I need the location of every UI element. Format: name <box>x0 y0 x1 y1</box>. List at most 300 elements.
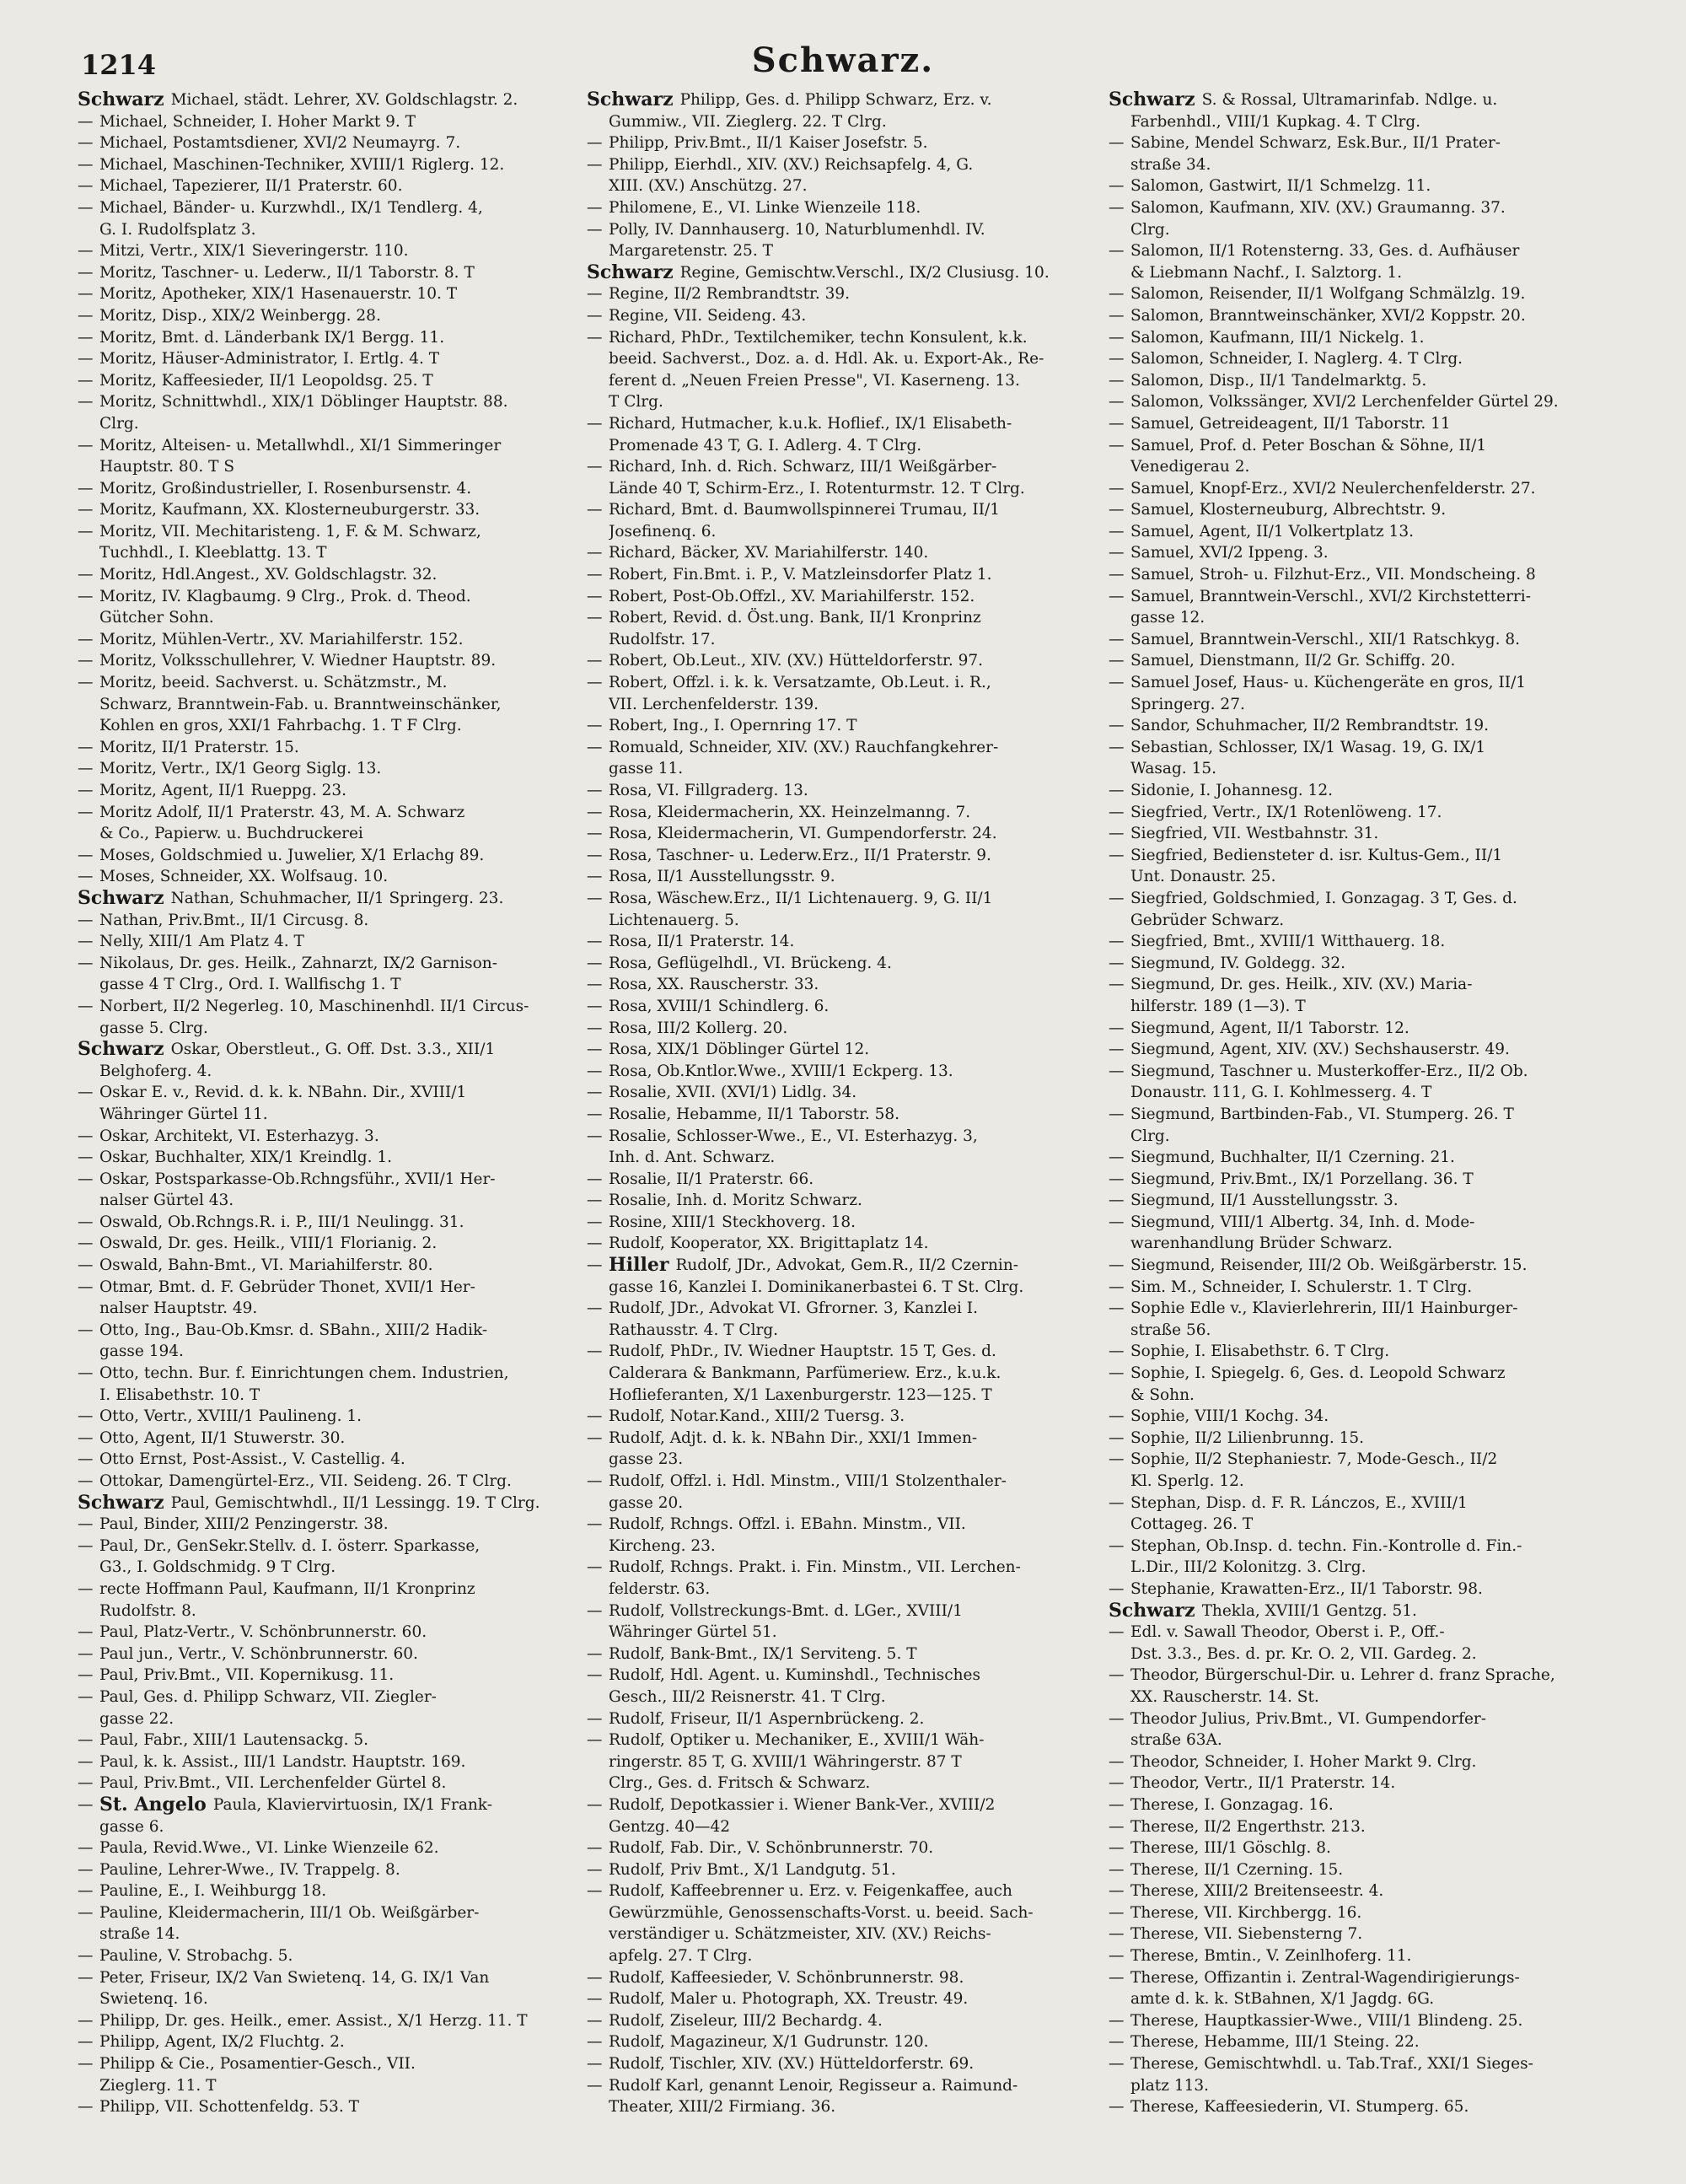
entry-text: Moritz, Alteisen- u. Metallwhdl., XI/1 Simmeringer <box>99 436 502 455</box>
directory-entry <box>1109 175 1656 197</box>
column-3 <box>1109 89 1656 2155</box>
directory-entry <box>587 1277 1101 1299</box>
entry-text: Samuel, Branntwein-Verschl., XII/1 Ratschkyg. 8. <box>1130 630 1520 648</box>
directory-entry <box>1109 262 1656 284</box>
entry-text: verständiger u. Schätzmeister, XIV. (XV.) Reichs- <box>609 1925 991 1944</box>
directory-entry <box>78 823 575 845</box>
entry-text: Sebastian, Schlosser, IX/1 Wasag. 19, G. IX/1 <box>1130 738 1486 756</box>
entry-text: Rosa, XX. Rauscherstr. 33. <box>609 976 819 994</box>
directory-entry <box>1109 1902 1656 1924</box>
entry-dash: — <box>1109 1839 1125 1858</box>
directory-entry <box>1109 1859 1656 1881</box>
entry-dash: — <box>587 1666 603 1685</box>
directory-entry <box>1109 1665 1656 1686</box>
entry-dash: — <box>587 738 603 756</box>
directory-entry <box>1109 1837 1656 1859</box>
entry-text: Therese, Bmtin., V. Zeinlhoferg. 11. <box>1130 1947 1412 1966</box>
entry-dash: — <box>1109 976 1125 994</box>
directory-entry <box>1109 1514 1656 1536</box>
directory-entry <box>78 1967 575 1989</box>
entry-text: Samuel, Agent, II/1 Volkertplatz 13. <box>1130 522 1414 541</box>
directory-entry <box>587 1837 1101 1859</box>
entry-dash: — <box>587 1428 603 1447</box>
directory-entry <box>1109 996 1656 1018</box>
entry-dash: — <box>587 1558 603 1577</box>
entry-text: Gebrüder Schwarz. <box>1130 911 1285 929</box>
entry-text: Währinger Gürtel 11. <box>99 1105 268 1123</box>
entry-dash: — <box>587 1709 603 1728</box>
entry-text: gasse 23. <box>609 1450 684 1469</box>
entry-dash: — <box>587 2055 603 2074</box>
entry-dash: — <box>1109 198 1125 217</box>
entry-text: Michael, Tapezierer, II/1 Praterstr. 60. <box>99 177 403 196</box>
entry-dash: — <box>78 1515 94 1534</box>
directory-entry <box>587 1816 1101 1838</box>
directory-entry <box>78 1363 575 1385</box>
entry-text: Rudolf, Notar.Kand., XIII/2 Tuersg. 3. <box>609 1407 905 1426</box>
entry-text: Rudolf, Maler u. Photograph, XX. Treustr. 49. <box>609 1990 969 2009</box>
entry-dash: — <box>78 1903 94 1922</box>
entry-text: Moritz, Taschner- u. Lederw., II/1 Taborstr. 8. T <box>99 263 475 282</box>
directory-entry <box>1109 866 1656 888</box>
entry-text: Paula, Klaviervirtuosin, IX/1 Frank- <box>212 1795 492 1814</box>
directory-entry <box>587 1471 1101 1493</box>
directory-entry <box>78 1449 575 1471</box>
entry-dash: — <box>78 1364 94 1383</box>
entry-surname: Schwarz <box>1109 1600 1195 1622</box>
directory-entry <box>1109 348 1656 370</box>
entry-dash: — <box>1109 1170 1125 1188</box>
entry-text: Sophie Edle v., Klavierlehrerin, III/1 Hainburger- <box>1130 1299 1518 1318</box>
entry-text: Moritz, Disp., XIX/2 Weinbergg. 28. <box>99 306 381 325</box>
entry-dash: — <box>1109 1041 1125 1059</box>
entry-text: Mitzi, Vertr., XIX/1 Sieveringerstr. 110. <box>99 242 409 261</box>
entry-text: Moritz, Agent, II/1 Rueppg. 23. <box>99 782 347 799</box>
directory-entry <box>587 240 1101 262</box>
directory-entry <box>587 1147 1101 1169</box>
entry-text: Pauline, E., I. Weihburgg 18. <box>99 1882 327 1901</box>
entry-dash: — <box>587 868 603 886</box>
directory-entry <box>587 564 1101 586</box>
entry-dash: — <box>78 1256 94 1275</box>
entry-text: Sophie, II/2 Stephaniestr. 7, Mode-Gesch., II/2 <box>1130 1450 1498 1469</box>
directory-entry <box>587 305 1101 327</box>
entry-text: Philipp, Priv.Bmt., II/1 Kaiser Josefstr. 5. <box>609 134 928 153</box>
entry-text: Hoflieferanten, X/1 Laxenburgerstr. 123—125. T <box>609 1385 992 1404</box>
entry-text: Rosalie, Hebamme, II/1 Taborstr. 58. <box>609 1105 900 1123</box>
entry-dash: — <box>1109 436 1125 455</box>
directory-entry <box>587 1449 1101 1471</box>
entry-dash: — <box>78 1213 94 1231</box>
directory-entry <box>1109 1751 1656 1773</box>
directory-entry <box>587 780 1101 802</box>
entry-text: Wasag. 15. <box>1130 760 1216 778</box>
entry-text: Therese, VII. Siebensterng 7. <box>1130 1925 1363 1944</box>
entry-text: Stephan, Ob.Insp. d. techn. Fin.-Kontrolle d. Fin.- <box>1130 1536 1522 1555</box>
entry-dash: — <box>587 1342 603 1361</box>
directory-entry <box>1109 1363 1656 1385</box>
entry-text: Salomon, Branntweinschänker, XVI/2 Koppstr. 20. <box>1130 306 1526 325</box>
directory-entry <box>78 1104 575 1126</box>
entry-text: Rudolf, Fab. Dir., V. Schönbrunnerstr. 70. <box>609 1839 934 1858</box>
directory-entry <box>1109 1988 1656 2010</box>
entry-dash: — <box>1109 1299 1125 1318</box>
entry-text: Gummiw., VII. Zieglerg. 22. T Clrg. <box>609 112 887 131</box>
directory-entry <box>78 1536 575 1557</box>
directory-entry <box>78 845 575 867</box>
entry-text: Dst. 3.3., Bes. d. pr. Kr. O. 2, VII. Gardeg. 2. <box>1130 1644 1477 1663</box>
entry-dash: — <box>78 782 94 799</box>
entry-text: Sandor, Schuhmacher, II/2 Rembrandtstr. 19. <box>1130 717 1490 735</box>
entry-text: amte d. k. k. StBahnen, X/1 Jagdg. 6G. <box>1130 1990 1435 2009</box>
directory-entry <box>78 1126 575 1148</box>
entry-text: Oskar E. v., Revid. d. k. k. NBahn. Dir., XVIII/1 <box>99 1084 467 1102</box>
entry-dash: — <box>1109 738 1125 756</box>
directory-entry <box>587 370 1101 392</box>
directory-entry <box>587 1363 1101 1385</box>
entry-dash: — <box>587 825 603 843</box>
entry-text: Rudolf, Magazineur, X/1 Gudrunstr. 120. <box>609 2033 929 2052</box>
entry-dash: — <box>78 1472 94 1490</box>
entry-dash: — <box>587 1105 603 1123</box>
entry-text: Siegmund, Buchhalter, II/1 Czerning. 21. <box>1130 1148 1455 1167</box>
entry-dash: — <box>587 1731 603 1750</box>
directory-entry <box>1109 1233 1656 1255</box>
entry-text: straße 14. <box>99 1925 180 1944</box>
entry-text: Nelly, XIII/1 Am Platz 4. T <box>99 933 304 951</box>
directory-entry <box>587 154 1101 176</box>
entry-dash: — <box>1109 652 1125 670</box>
directory-entry <box>78 1514 575 1536</box>
directory-entry <box>1109 888 1656 910</box>
entry-dash: — <box>587 285 603 304</box>
entry-dash: — <box>587 2033 603 2052</box>
entry-dash: — <box>78 1407 94 1426</box>
entry-dash: — <box>587 458 603 476</box>
entry-dash: — <box>78 522 94 541</box>
entry-dash: — <box>78 1687 94 1706</box>
entry-text: Gentzg. 40—42 <box>609 1817 731 1836</box>
directory-entry <box>587 910 1101 932</box>
directory-entry <box>78 1708 575 1730</box>
directory-entry <box>78 1277 575 1299</box>
entry-dash: — <box>587 328 603 347</box>
entry-text: Lände 40 T, Schirm-Erz., I. Rotenturmstr. 12. T Clrg. <box>609 479 1025 498</box>
entry-text: Theodor, Schneider, I. Hoher Markt 9. Clrg. <box>1130 1752 1477 1771</box>
entry-text: beeid. Sachverst., Doz. a. d. Hdl. Ak. u. Export-Ak., Re- <box>609 350 1044 368</box>
directory-entry <box>1109 564 1656 586</box>
directory-entry <box>78 1233 575 1255</box>
entry-dash: — <box>78 112 94 131</box>
directory-entry <box>587 1104 1101 1126</box>
entry-dash: — <box>78 306 94 325</box>
entry-text: ringerstr. 85 T, G. XVIII/1 Währingerstr. 87 T <box>609 1752 962 1771</box>
directory-entry <box>78 1190 575 1212</box>
entry-text: Therese, XIII/2 Breitenseestr. 4. <box>1130 1882 1384 1901</box>
page-header: Schwarz. <box>751 40 935 80</box>
entry-text: Philipp, VII. Schottenfeldg. 53. T <box>99 2098 359 2117</box>
directory-entry <box>1109 1428 1656 1450</box>
directory-entry <box>1109 953 1656 975</box>
entry-dash: — <box>78 1278 94 1296</box>
entry-text: Therese, Kaffeesiederin, VI. Stumperg. 65. <box>1130 2098 1469 2117</box>
directory-entry <box>1109 672 1656 694</box>
entry-dash: — <box>1109 889 1125 907</box>
directory-entry <box>78 2075 575 2097</box>
directory-entry <box>1109 1708 1656 1730</box>
entry-dash: — <box>587 1515 603 1534</box>
entry-text: Salomon, II/1 Rotensterng. 33, Ges. d. Aufhäuser <box>1130 242 1520 261</box>
entry-text: Robert, Fin.Bmt. i. P., V. Matzleinsdorfer Platz 1. <box>609 566 992 584</box>
entry-text: Salomon, Schneider, I. Naglerg. 4. T Clrg. <box>1130 350 1463 368</box>
directory-entry <box>587 1600 1101 1622</box>
directory-entry <box>78 1385 575 1407</box>
entry-text: Sophie, VIII/1 Kochg. 34. <box>1130 1407 1329 1426</box>
directory-entry <box>587 672 1101 694</box>
directory-entry <box>1109 1794 1656 1816</box>
entry-text: Theodor, Bürgerschul-Dir. u. Lehrer d. franz Sprache, <box>1130 1666 1555 1685</box>
entry-dash: — <box>587 1041 603 1059</box>
directory-entry <box>78 1557 575 1579</box>
entry-dash: — <box>78 933 94 951</box>
entry-text: Robert, Ob.Leut., XIV. (XV.) Hütteldorferstr. 97. <box>609 652 984 670</box>
entry-text: Nathan, Schuhmacher, II/1 Springerg. 23. <box>170 889 504 907</box>
directory-entry <box>1109 629 1656 651</box>
entry-dash: — <box>78 1084 94 1102</box>
directory-entry <box>587 478 1101 500</box>
directory-entry <box>1109 1880 1656 1902</box>
directory-entry <box>78 737 575 759</box>
entry-text: Siegfried, VII. Westbahnstr. 31. <box>1130 825 1379 843</box>
entry-text: Belghoferg. 4. <box>99 1062 212 1080</box>
entry-dash: — <box>587 846 603 864</box>
entry-dash: — <box>1109 1364 1125 1383</box>
directory-entry <box>587 2075 1101 2097</box>
entry-text: Samuel, Getreideagent, II/1 Taborstr. 11 <box>1130 414 1451 433</box>
entry-text: Stephanie, Krawatten-Erz., II/1 Taborstr. 98. <box>1130 1579 1483 1598</box>
directory-entry <box>1109 1039 1656 1061</box>
entry-text: Michael, Maschinen-Techniker, XVIII/1 Riglerg. 12. <box>99 155 505 174</box>
entry-text: XIII. (XV.) Anschützg. 27. <box>609 177 808 196</box>
directory-entry <box>587 866 1101 888</box>
directory-entry <box>78 1643 575 1665</box>
entry-dash: — <box>78 350 94 368</box>
entry-dash: — <box>1109 479 1125 498</box>
entry-text: Rudolf, Kooperator, XX. Brigittaplatz 14. <box>609 1235 929 1253</box>
entry-dash: — <box>1109 544 1125 562</box>
entry-text: Michael, Postamtsdiener, XVI/2 Neumayrg. 7. <box>99 134 461 153</box>
entry-text: straße 56. <box>1130 1321 1211 1339</box>
entry-dash: — <box>1109 2033 1125 2052</box>
entry-text: Inh. d. Ant. Schwarz. <box>609 1148 776 1167</box>
entry-text: felderstr. 63. <box>609 1579 711 1598</box>
entry-dash: — <box>587 1644 603 1663</box>
directory-entry <box>78 564 575 586</box>
directory-entry <box>78 1320 575 1342</box>
directory-entry <box>1109 586 1656 608</box>
entry-text: Richard, Hutmacher, k.u.k. Hoflief., IX/1 Elisabeth- <box>609 414 1012 433</box>
entry-text: Rosalie, Schlosser-Wwe., E., VI. Esterhazyg. 3, <box>609 1127 978 1145</box>
entry-dash: — <box>587 134 603 153</box>
directory-entry <box>587 1902 1101 1924</box>
entry-text: Clrg. <box>1130 1127 1170 1145</box>
directory-entry <box>1109 1449 1656 1471</box>
entry-text: Paul, Ges. d. Philipp Schwarz, VII. Ziegler- <box>99 1687 437 1706</box>
entry-text: Paul, k. k. Assist., III/1 Landstr. Hauptstr. 169. <box>99 1752 466 1771</box>
entry-dash: — <box>1109 717 1125 735</box>
entry-surname: Schwarz <box>1109 89 1195 110</box>
directory-entry <box>587 1190 1101 1212</box>
entry-text: Edl. v. Sawall Theodor, Oberst i. P., Off.- <box>1130 1623 1445 1642</box>
entry-text: Paul, Priv.Bmt., VII. Kopernikusg. 11. <box>99 1666 395 1685</box>
entry-text: Kl. Sperlg. 12. <box>1130 1472 1244 1490</box>
directory-entry <box>587 650 1101 672</box>
entry-dash: — <box>78 1644 94 1663</box>
directory-entry <box>587 1406 1101 1428</box>
entry-dash: — <box>587 1990 603 2009</box>
directory-entry <box>587 1729 1101 1751</box>
directory-entry <box>78 1988 575 2010</box>
entry-text: Rudolf, Rchngs. Offzl. i. EBahn. Minstm., VII. <box>609 1515 966 1534</box>
entry-text: G. I. Rudolfsplatz 3. <box>99 220 256 239</box>
entry-text: VII. Lerchenfelderstr. 139. <box>609 695 819 713</box>
entry-surname: Schwarz <box>78 1039 164 1061</box>
entry-dash: — <box>78 328 94 347</box>
entry-text: Oskar, Postsparkasse-Ob.Rchngsführ., XVII/1 Her- <box>99 1170 496 1188</box>
directory-entry <box>1109 1493 1656 1514</box>
directory-entry <box>1109 1557 1656 1579</box>
directory-entry <box>1109 542 1656 564</box>
entry-text: Sim. M., Schneider, I. Schulerstr. 1. T Clrg. <box>1130 1278 1473 1296</box>
entry-text: gasse 194. <box>99 1342 184 1361</box>
entry-text: Rudolf, Depotkassier i. Wiener Bank-Ver., XVIII/2 <box>609 1795 996 1814</box>
directory-entry <box>587 607 1101 629</box>
directory-entry <box>587 219 1101 241</box>
entry-text: Norbert, II/2 Negerleg. 10, Maschinenhdl. II/1 Circus- <box>99 997 529 1015</box>
entry-text: Moritz, Großindustrieller, I. Rosenbursenstr. 4. <box>99 479 472 498</box>
entry-text: Sabine, Mendel Schwarz, Esk.Bur., II/1 Prater- <box>1130 134 1501 153</box>
entry-dash: — <box>1109 933 1125 951</box>
directory-entry <box>78 1018 575 1040</box>
entry-dash: — <box>78 630 94 648</box>
entry-dash: — <box>1109 1148 1125 1167</box>
directory-entry <box>1109 737 1656 759</box>
entry-text: Oswald, Ob.Rchngs.R. i. P., III/1 Neulingg. 31. <box>99 1213 464 1231</box>
entry-dash: — <box>1109 242 1125 261</box>
entry-dash: — <box>1109 1213 1125 1231</box>
entry-text: Paul, Fabr., XIII/1 Lautensackg. 5. <box>99 1731 368 1750</box>
directory-entry <box>78 866 575 888</box>
entry-surname: Schwarz <box>587 261 674 283</box>
directory-entry <box>1109 197 1656 219</box>
entry-text: Siegfried, Bmt., XVIII/1 Witthauerg. 18. <box>1130 933 1446 951</box>
entry-text: Rudolf, Tischler, XIV. (XV.) Hütteldorferstr. 69. <box>609 2055 975 2074</box>
entry-text: gasse 4 T Clrg., Ord. I. Wallfischg 1. T <box>99 976 401 994</box>
entry-text: Siegfried, Goldschmied, I. Gonzagag. 3 T, Ges. d. <box>1130 889 1517 907</box>
entry-dash: — <box>1109 1925 1125 1944</box>
directory-entry <box>587 521 1101 543</box>
entry-text: Otto, Ing., Bau-Ob.Kmsr. d. SBahn., XIII/2 Hadik- <box>99 1321 488 1339</box>
entry-text: Moritz, Mühlen-Vertr., XV. Mariahilferstr. 152. <box>99 630 464 648</box>
entry-dash: — <box>587 501 603 519</box>
entry-text: Donaustr. 111, G. I. Kohlmesserg. 4. T <box>1130 1084 1432 1102</box>
entry-dash: — <box>587 652 603 670</box>
entry-surname: Schwarz <box>78 89 164 110</box>
entry-dash: — <box>587 306 603 325</box>
entry-dash: — <box>78 954 94 972</box>
entry-text: Ottokar, Damengürtel-Erz., VII. Seideng. 26. T Clrg. <box>99 1472 512 1490</box>
entry-text: Polly, IV. Dannhauserg. 10, Naturblumenhdl. IV. <box>609 220 985 239</box>
directory-entry <box>587 1794 1101 1816</box>
entry-dash: — <box>1109 328 1125 347</box>
directory-entry <box>587 2096 1101 2118</box>
directory-entry <box>1109 2053 1656 2075</box>
directory-entry <box>78 802 575 824</box>
entry-text: Oswald, Dr. ges. Heilk., VIII/1 Florianig. 2. <box>99 1235 438 1253</box>
entry-text: Samuel, Branntwein-Verschl., XVI/2 Kirchstetterri- <box>1130 587 1531 605</box>
directory-entry <box>78 1902 575 1924</box>
entry-text: Moritz, beeid. Sachverst. u. Schätzmstr., M. <box>99 674 448 692</box>
directory-entry <box>587 435 1101 457</box>
directory-entry <box>587 802 1101 824</box>
directory-entry <box>78 1945 575 1967</box>
entry-dash: — <box>78 1127 94 1145</box>
entry-text: Zieglerg. 11. T <box>99 2076 217 2095</box>
directory-entry <box>587 456 1101 478</box>
entry-text: Rudolf, PhDr., IV. Wiedner Hauptstr. 15 T, Ges. d. <box>609 1342 996 1361</box>
entry-dash: — <box>587 155 603 174</box>
entry-text: Theodor, Vertr., II/1 Praterstr. 14. <box>1130 1774 1396 1793</box>
entry-dash: — <box>1109 1666 1125 1685</box>
directory-entry <box>1109 2010 1656 2032</box>
entry-dash: — <box>587 1127 603 1145</box>
directory-entry <box>78 1298 575 1320</box>
directory-entry <box>587 1751 1101 1773</box>
entry-text: Rosa, Kleidermacherin, VI. Gumpendorferstr. 24. <box>609 825 997 843</box>
directory-entry <box>1109 132 1656 154</box>
directory-entry <box>587 737 1101 759</box>
directory-entry <box>1109 715 1656 737</box>
entry-text: Rudolf, Bank-Bmt., IX/1 Serviteng. 5. T <box>609 1644 917 1663</box>
entry-text: Oskar, Architekt, VI. Esterhazyg. 3. <box>99 1127 379 1145</box>
entry-text: Philipp, Eierhdl., XIV. (XV.) Reichsapfelg. 4, G. <box>609 155 974 174</box>
entry-dash: — <box>587 1019 603 1037</box>
directory-entry <box>78 240 575 262</box>
directory-entry <box>587 197 1101 219</box>
directory-entry <box>587 1988 1101 2010</box>
entry-dash: — <box>78 1839 94 1858</box>
directory-entry <box>78 1493 575 1514</box>
directory-entry <box>78 111 575 133</box>
entry-dash: — <box>1109 2011 1125 2030</box>
entry-text: Rosa, XIX/1 Döblinger Gürtel 12. <box>609 1041 870 1059</box>
directory-entry <box>78 1579 575 1600</box>
directory-entry <box>78 672 575 694</box>
entry-dash: — <box>1109 371 1125 390</box>
entry-dash: — <box>1109 1579 1125 1598</box>
entry-dash: — <box>78 479 94 498</box>
entry-dash: — <box>587 1170 603 1188</box>
directory-entry <box>587 327 1101 349</box>
directory-entry <box>587 1320 1101 1342</box>
entry-dash: — <box>78 1882 94 1901</box>
directory-entry <box>1109 1341 1656 1363</box>
entry-text: Therese, III/1 Göschlg. 8. <box>1130 1839 1331 1858</box>
entry-dash: — <box>587 954 603 972</box>
entry-text: gasse 20. <box>609 1493 684 1512</box>
directory-entry <box>78 327 575 349</box>
entry-text: Otto, Agent, II/1 Stuwerstr. 30. <box>99 1428 346 1447</box>
